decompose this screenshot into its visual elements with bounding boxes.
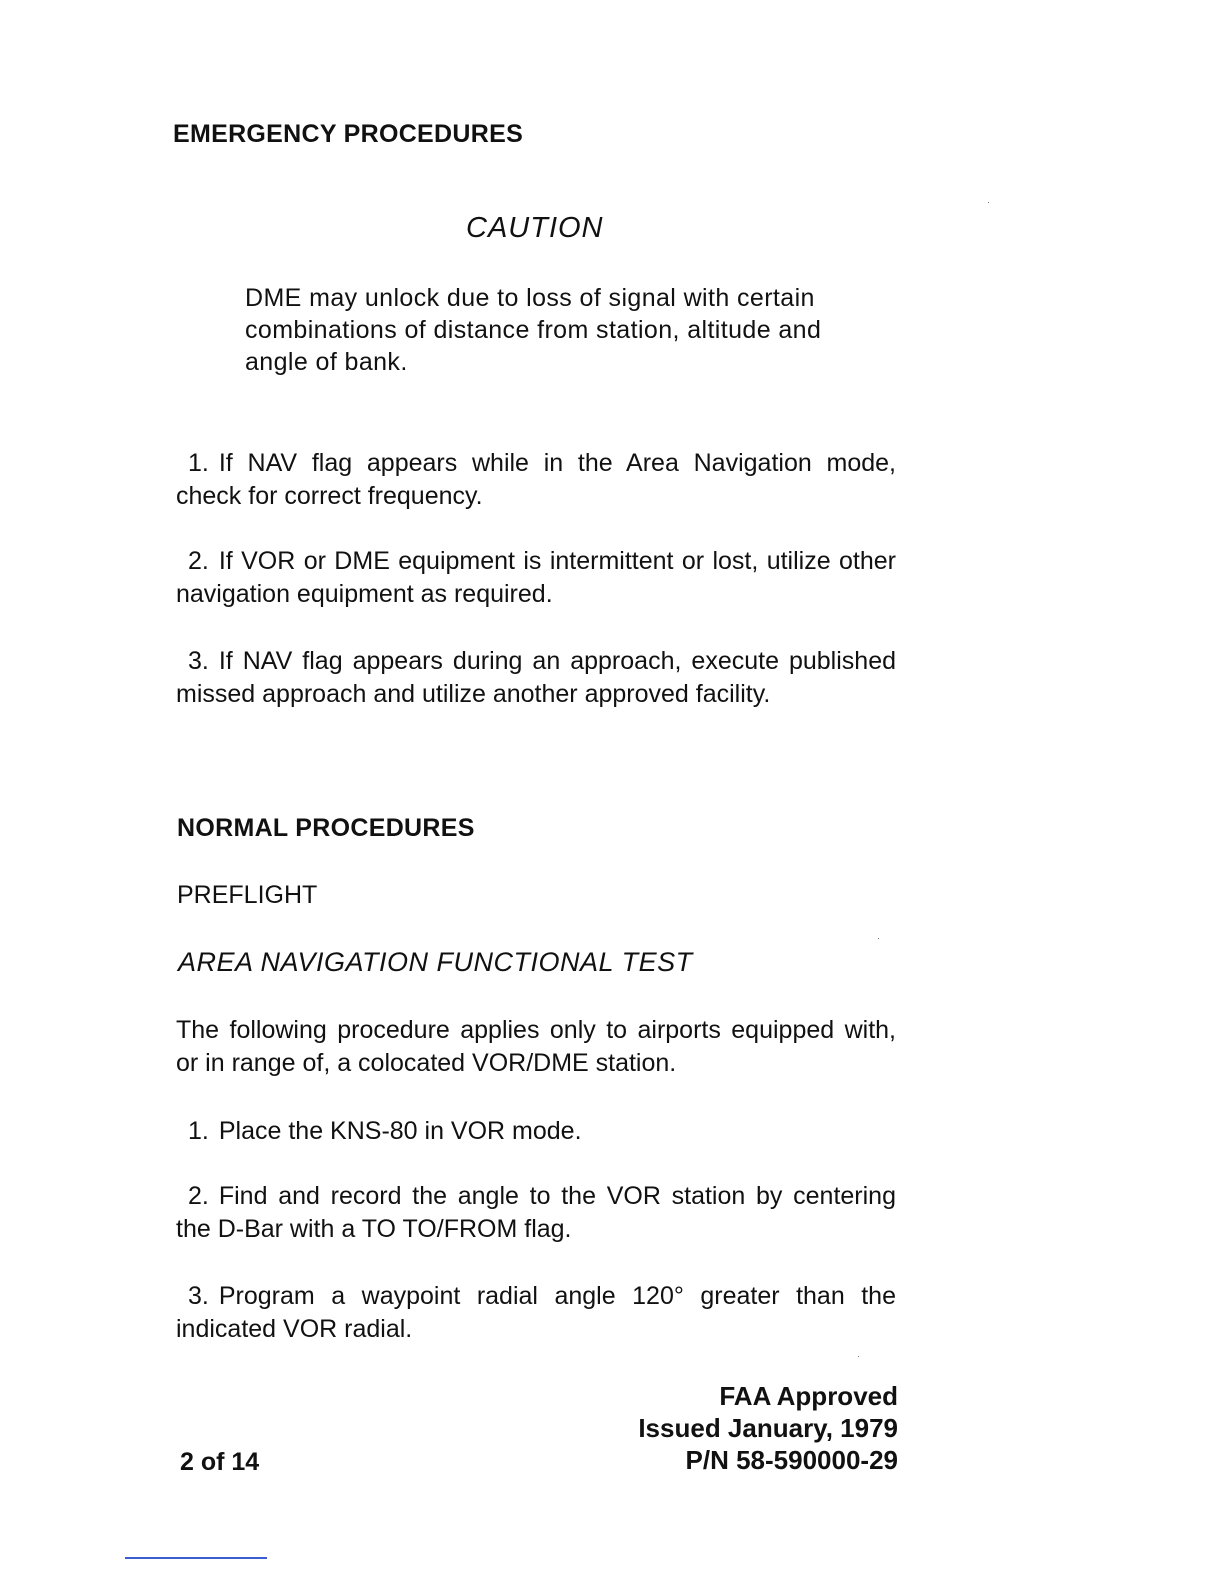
normal-item-1 [176,1115,896,1148]
issued-date: Issued January, 1979 [638,1413,898,1443]
emergency-item-text: If VOR or DME equipment is intermittent or lost, utilize other navigation equipment as required. [176,547,896,608]
preflight-subheading: PREFLIGHT [177,881,318,909]
emergency-item-number: 2. [188,547,209,575]
emergency-item-text: If NAV flag appears during an approach, execute published missed approach and utilize another approved facility. [176,647,896,708]
normal-item-2 [176,1180,896,1246]
scan-speck [858,1356,859,1357]
scan-speck [988,202,989,203]
caution-title: CAUTION [466,212,604,244]
faa-approved-label: FAA Approved [719,1381,898,1411]
normal-item-number: 3. [188,1282,209,1310]
part-number: P/N 58-590000-29 [685,1445,898,1475]
normal-procedures-heading: NORMAL PROCEDURES [177,814,475,842]
emergency-procedures-heading: EMERGENCY PROCEDURES [173,120,524,148]
emergency-item-number: 1. [188,449,209,477]
emergency-item-1 [176,447,896,513]
page-number: 2 of 14 [180,1448,260,1476]
normal-item-3 [176,1280,896,1346]
bottom-rule [125,1557,267,1559]
normal-item-number: 1. [188,1117,209,1145]
emergency-item-2 [176,545,896,611]
normal-item-number: 2. [188,1182,209,1210]
normal-item-text: Find and record the angle to the VOR station by centering the D-Bar with a TO TO/FROM flag. [176,1182,896,1243]
scan-speck [878,938,879,939]
normal-item-text: Place the KNS-80 in VOR mode. [218,1117,582,1145]
emergency-item-text: If NAV flag appears while in the Area Navigation mode, check for correct frequency. [176,449,896,510]
normal-item-text: Program a waypoint radial angle 120° greater than the indicated VOR radial. [176,1282,896,1343]
caution-text: DME may unlock due to loss of signal with certain combinations of distance from station, altitude and angle of bank. [245,284,822,376]
emergency-item-number: 3. [188,647,209,675]
functional-test-intro: The following procedure applies only to airports equipped with, or in range of, a colocated VOR/DME station. [176,1016,896,1077]
functional-test-heading: AREA NAVIGATION FUNCTIONAL TEST [178,947,693,977]
footer-approval-block [638,1380,898,1476]
emergency-item-3 [176,645,896,711]
